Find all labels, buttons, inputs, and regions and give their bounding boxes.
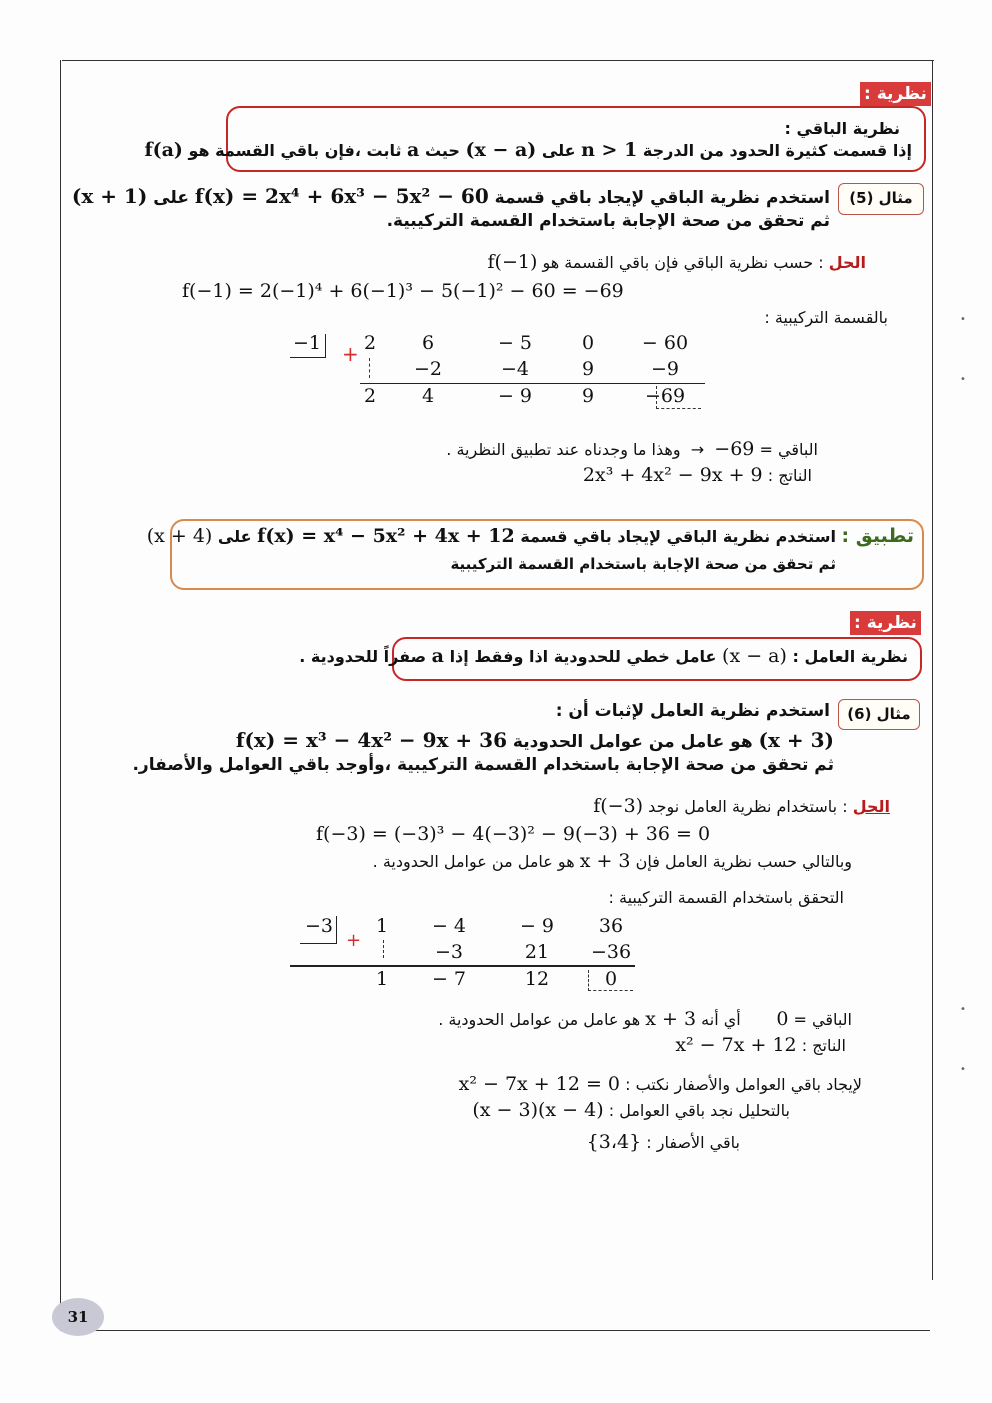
math: x + 3 <box>579 850 631 872</box>
synthetic-cell: 12 <box>524 968 550 990</box>
dashed-guide <box>383 940 384 958</box>
math: 2x³ + 4x² − 9x + 9 <box>582 464 763 486</box>
solution-6-conclusion <box>373 850 852 872</box>
synthetic-cell: − 5 <box>497 332 533 354</box>
math: x² − 7x + 12 = 0 <box>458 1073 621 1095</box>
synthetic-label: التحقق باستخدام القسمة التركيبية : <box>608 888 844 907</box>
math: 0 <box>776 1008 789 1030</box>
synthetic-cell: 21 <box>524 941 550 963</box>
text: الباقي = <box>759 440 818 459</box>
synthetic-cell: 36 <box>598 915 624 937</box>
theorem-label: نظرية : <box>860 82 931 106</box>
margin-mark: • <box>960 1004 966 1015</box>
theorem-label: نظرية : <box>850 611 921 635</box>
synthetic-cell: −3 <box>434 941 463 963</box>
application-label: تطبيق : <box>841 525 914 547</box>
quotient-6-line <box>675 1034 846 1056</box>
text: استخدم نظرية الباقي لإيجاد باقي قسمة <box>520 527 836 546</box>
text: استخدم نظرية الباقي لإيجاد باقي قسمة <box>494 188 830 208</box>
text: نظرية العامل : <box>792 647 908 666</box>
division-line <box>290 965 635 967</box>
application-line1 <box>147 525 914 547</box>
math: f(x) = x⁴ − 5x² + 4x + 12 <box>257 525 515 547</box>
text: على <box>541 141 576 160</box>
dashed-guide <box>369 358 370 378</box>
plus-sign: + <box>346 930 362 951</box>
text: أي أنه <box>701 1010 741 1029</box>
solution-label: الحل <box>852 797 890 816</box>
text: الناتج : <box>767 466 812 485</box>
remainder-theorem-text <box>144 139 912 161</box>
text: وبالتالي حسب نظرية العامل فإن <box>635 852 852 871</box>
synthetic-cell: 6 <box>421 332 435 354</box>
zeros-line <box>587 1131 740 1153</box>
arrow-icon: → <box>690 440 705 459</box>
synthetic-cell: 1 <box>375 915 389 937</box>
text: وهذا ما وجدناه عند تطبيق النظرية . <box>446 440 681 459</box>
margin-mark: • <box>960 374 966 385</box>
example-6-line2 <box>236 728 834 752</box>
math: −69 <box>714 438 755 460</box>
remainder-5-line <box>446 438 818 460</box>
synthetic-cell: 2 <box>363 332 377 354</box>
synthetic-cell: 9 <box>581 385 595 407</box>
solution-6-line1 <box>593 795 890 817</box>
factor-theorem-text <box>299 645 908 667</box>
example-5-line1 <box>72 184 830 208</box>
synthetic-cell: − 4 <box>431 915 467 937</box>
solution-5-calc: f(−1) = 2(−1)⁴ + 6(−1)³ − 5(−1)² − 60 = −69 <box>182 280 624 302</box>
factorization-line <box>472 1099 790 1121</box>
find-zeros-line <box>459 1073 862 1095</box>
math: (x − a) <box>465 139 537 161</box>
frame-right <box>932 60 933 1280</box>
synthetic-cell: −9 <box>650 358 679 380</box>
synthetic-cell: − 9 <box>519 915 555 937</box>
solution-5-line1 <box>488 251 867 273</box>
remainder-theorem-title: نظرية الباقي : <box>784 119 900 138</box>
plus-sign: + <box>342 342 359 366</box>
math: f(−1) <box>487 251 538 273</box>
divisor-bracket <box>290 357 326 358</box>
math: f(x) = 2x⁴ + 6x³ − 5x² − 60 <box>194 184 489 208</box>
margin-mark: • <box>960 314 966 325</box>
synthetic-cell: −69 <box>644 385 686 407</box>
synthetic-cell: 4 <box>421 385 435 407</box>
math: x² − 7x + 12 <box>675 1034 797 1056</box>
math: (x + 3) <box>758 728 834 752</box>
text: على <box>217 527 252 546</box>
solution-label: الحل <box>828 253 866 272</box>
frame-bottom <box>60 1330 930 1331</box>
synthetic-cell: − 60 <box>641 332 689 354</box>
synthetic-cell: 0 <box>581 332 595 354</box>
text: على <box>153 188 189 208</box>
math: (x + 4) <box>146 525 213 547</box>
text: : باستخدام نظرية العامل نوجد <box>648 797 848 816</box>
frame-left <box>60 60 61 1330</box>
text: هو عامل من عوامل الحدودية . <box>372 852 575 871</box>
divisor: −3 <box>304 915 333 937</box>
page-number <box>52 1298 104 1336</box>
text: لإيجاد باقي العوامل والأصفار نكتب : <box>625 1075 862 1094</box>
math: f(x) = x³ − 4x² − 9x + 36 <box>235 728 507 752</box>
math: n > 1 <box>581 139 638 161</box>
math: {3،4} <box>586 1131 642 1153</box>
text: : حسب نظرية الباقي فإن باقي القسمة هو <box>542 253 824 272</box>
example-6-line1: استخدم نظرية العامل لإثبات أن : <box>555 701 830 721</box>
synthetic-cell: 2 <box>363 385 377 407</box>
synthetic-cell: − 7 <box>431 968 467 990</box>
text: الناتج : <box>801 1036 846 1055</box>
synthetic-cell: − 9 <box>497 385 533 407</box>
text: حيث <box>424 141 460 160</box>
text: باقي الأصفار : <box>646 1133 740 1152</box>
divisor-bracket <box>336 916 337 943</box>
text: الباقي = <box>793 1010 852 1029</box>
text: ثابت ،فإن باقي القسمة هو <box>188 141 402 160</box>
text: هو عامل من عوامل الحدودية <box>512 732 753 752</box>
text: عامل خطي للحدودية اذا وفقط إذا <box>449 647 717 666</box>
math: (x + 1) <box>71 184 148 208</box>
synthetic-cell: 1 <box>375 968 389 990</box>
application-line2: ثم تحقق من صحة الإجابة باستخدام القسمة التركيبية <box>450 555 836 573</box>
divisor-bracket <box>300 943 337 944</box>
math: f(a) <box>144 139 183 161</box>
frame-top <box>62 60 934 61</box>
text: صفراً للحدودية . <box>299 647 427 666</box>
division-line <box>360 383 705 384</box>
divisor: −1 <box>292 332 321 354</box>
margin-mark: • <box>960 1064 966 1075</box>
math: a <box>407 139 420 161</box>
text: إذا قسمت كثيرة الحدود من الدرجة <box>642 141 912 160</box>
solution-6-calc: f(−3) = (−3)³ − 4(−3)² − 9(−3) + 36 = 0 <box>316 823 711 845</box>
synthetic-cell: −4 <box>500 358 529 380</box>
synthetic-cell: 0 <box>604 968 618 990</box>
math: (x − a) <box>722 645 787 667</box>
math: a <box>431 645 444 667</box>
page-number-text: 31 <box>67 1308 89 1326</box>
text: بالتحليل نجد باقي العوامل : <box>608 1101 790 1120</box>
remainder-6-line <box>438 1008 852 1030</box>
math: f(−3) <box>593 795 644 817</box>
math: (x − 3)(x − 4) <box>472 1099 604 1121</box>
example-5-line2: ثم تحقق من صحة الإجابة باستخدام القسمة التركيبية. <box>386 211 830 231</box>
example-6-line3: ثم تحقق من صحة الإجابة باستخدام القسمة التركيبية ،وأوجد باقي العوامل والأصفار. <box>132 755 834 775</box>
divisor-bracket <box>325 334 326 358</box>
synthetic-label: بالقسمة التركيبية : <box>764 308 888 327</box>
quotient-5-line <box>583 464 812 486</box>
synthetic-cell: −36 <box>590 941 632 963</box>
math: x + 3 <box>645 1008 697 1030</box>
synthetic-cell: −2 <box>413 358 442 380</box>
example-6-label: مثال (6) <box>838 699 920 730</box>
synthetic-cell: 9 <box>581 358 595 380</box>
example-5-label: مثال (5) <box>838 183 924 215</box>
text: هو عامل من عوامل الحدودية . <box>438 1010 641 1029</box>
